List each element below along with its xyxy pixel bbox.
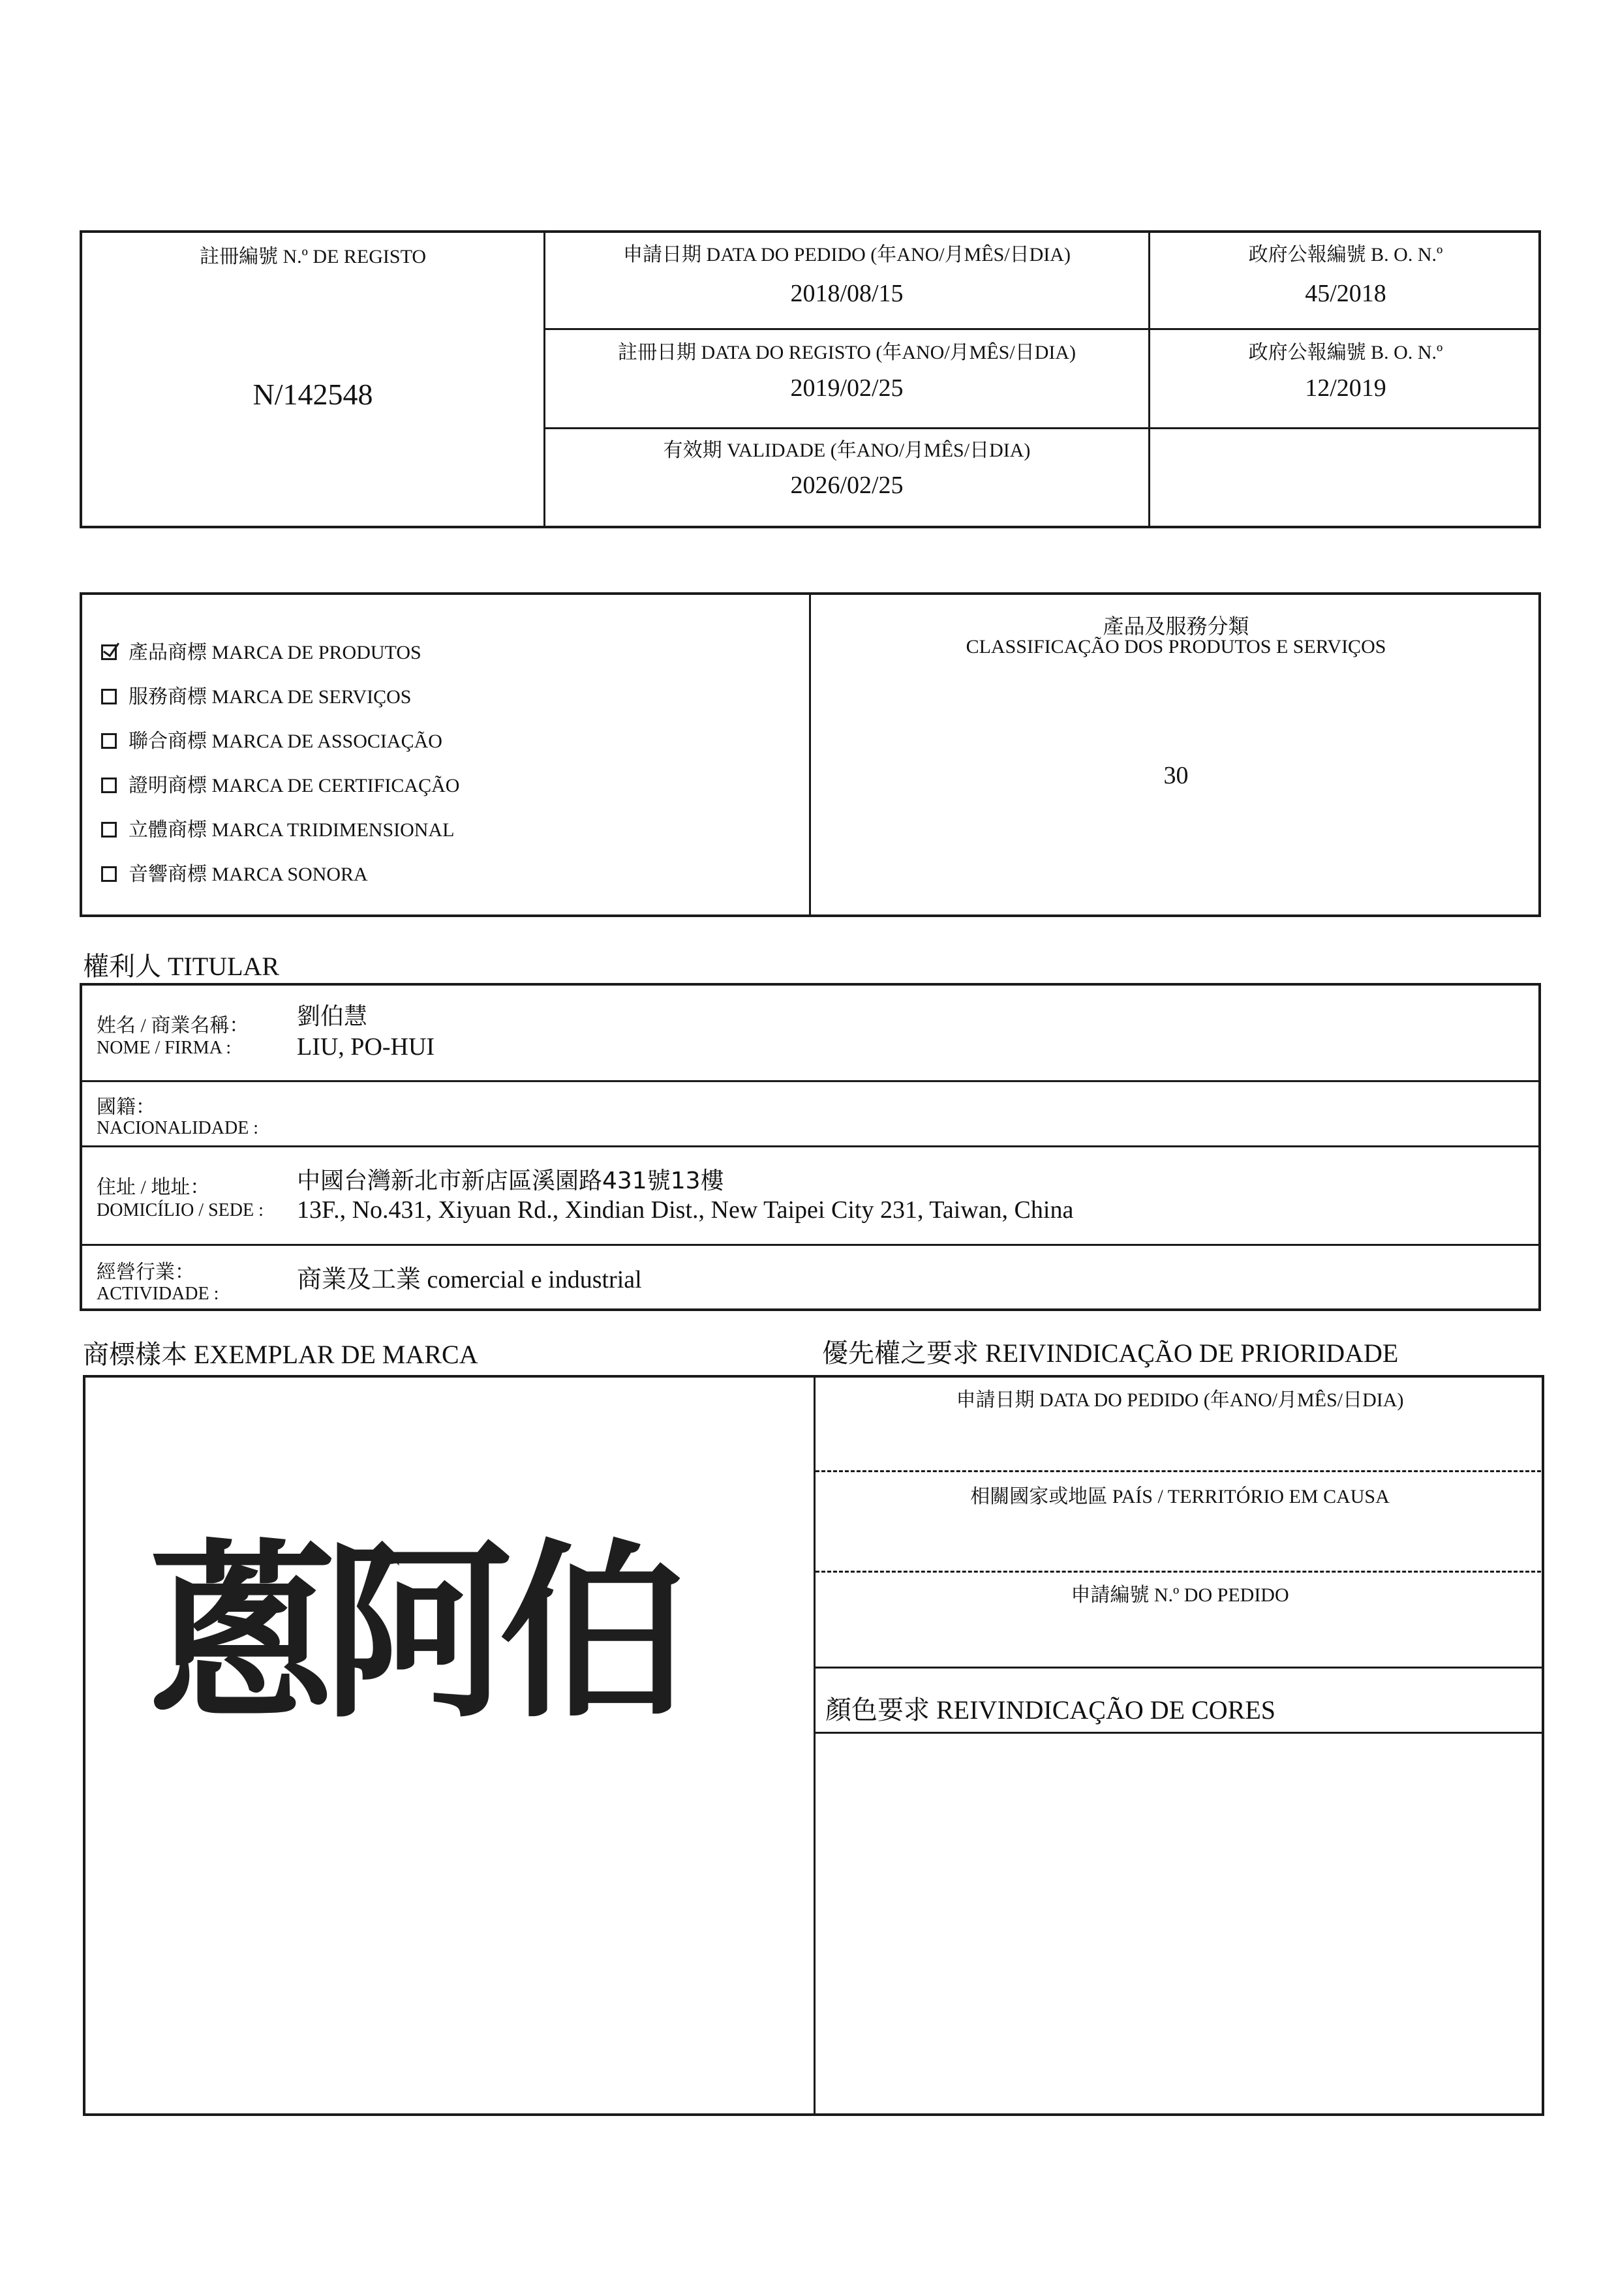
classification-label-pt: CLASSIFICAÇÃO DOS PRODUTOS E SERVIÇOS	[966, 636, 1386, 657]
mark-type-label: 產品商標 MARCA DE PRODUTOS	[129, 642, 421, 663]
checkbox-icon	[101, 778, 117, 793]
divider	[80, 1244, 1541, 1246]
activity-value: 商業及工業 comercial e industrial	[297, 1266, 642, 1293]
priority-date-label: 申請日期 DATA DO PEDIDO (年ANO/月MÊS/日DIA)	[956, 1389, 1404, 1411]
bon-label-2: 政府公報編號 B. O. N.º	[1248, 342, 1443, 363]
filing-date: 2018/08/15	[790, 280, 904, 307]
checkbox-icon	[101, 733, 117, 749]
divider	[543, 427, 1541, 429]
mark-type-association	[101, 725, 442, 753]
checkbox-icon	[101, 822, 117, 838]
checkbox-icon	[101, 689, 117, 704]
address-label-zh: 住址 / 地址：	[97, 1177, 210, 1198]
bon-value-2: 12/2019	[1305, 374, 1386, 402]
holder-name-latin: LIU, PO-HUI	[297, 1033, 435, 1061]
holder-name-zh: 劉伯慧	[297, 1003, 368, 1030]
mark-type-label: 音響商標 MARCA SONORA	[129, 864, 368, 885]
mark-type-service	[101, 680, 412, 709]
priority-number-label: 申請編號 N.º DO PEDIDO	[1071, 1584, 1289, 1606]
name-label-pt: NOME / FIRMA :	[97, 1038, 232, 1058]
address-label-pt: DOMICÍLIO / SEDE :	[97, 1200, 264, 1220]
colors-heading: 顏色要求 REIVINDICAÇÃO DE CORES	[825, 1695, 1275, 1725]
trademark-logo-text: 蔥阿伯	[147, 1524, 675, 1744]
registration-date: 2019/02/25	[790, 374, 904, 402]
name-label-zh: 姓名 / 商業名稱：	[97, 1015, 249, 1036]
mark-type-label: 聯合商標 MARCA DE ASSOCIAÇÃO	[129, 731, 442, 752]
mark-type-label: 證明商標 MARCA DE CERTIFICAÇÃO	[129, 775, 460, 796]
divider	[814, 1732, 1544, 1734]
titular-heading: 權利人 TITULAR	[83, 952, 280, 981]
divider	[80, 1080, 1541, 1082]
mark-type-label: 立體商標 MARCA TRIDIMENSIONAL	[129, 819, 455, 841]
mark-type-label: 服務商標 MARCA DE SERVIÇOS	[129, 686, 412, 708]
divider	[814, 1667, 1544, 1669]
classification-label-zh: 產品及服務分類	[1103, 614, 1249, 638]
priority-country-label: 相關國家或地區 PAÍS / TERRITÓRIO EM CAUSA	[970, 1486, 1390, 1507]
mark-type-3d	[101, 813, 454, 842]
dashed-divider	[816, 1571, 1541, 1573]
divider	[80, 1145, 1541, 1147]
registration-date-label: 註冊日期 DATA DO REGISTO (年ANO/月MÊS/日DIA)	[617, 342, 1076, 363]
checkbox-checked-icon	[101, 644, 117, 660]
nationality-label-zh: 國籍：	[97, 1096, 155, 1118]
dashed-divider	[816, 1470, 1541, 1472]
divider	[543, 328, 1541, 330]
registration-number: N/142548	[252, 378, 373, 411]
bon-value-1: 45/2018	[1305, 280, 1386, 307]
activity-label-pt: ACTIVIDADE :	[97, 1284, 219, 1304]
mark-type-product	[101, 636, 421, 665]
classification-value: 30	[1163, 762, 1189, 789]
trademark-logo	[147, 1524, 786, 1905]
checkbox-icon	[101, 866, 117, 882]
nationality-label-pt: NACIONALIDADE :	[97, 1118, 259, 1138]
validity-date: 2026/02/25	[790, 472, 904, 499]
mark-type-certification	[101, 769, 459, 798]
filing-date-label: 申請日期 DATA DO PEDIDO (年ANO/月MÊS/日DIA)	[623, 244, 1071, 265]
mark-type-sound	[101, 858, 368, 886]
validity-label: 有效期 VALIDADE (年ANO/月MÊS/日DIA)	[663, 440, 1031, 461]
specimen-heading: 商標樣本 EXEMPLAR DE MARCA	[83, 1340, 478, 1369]
address-latin: 13F., No.431, Xiyuan Rd., Xindian Dist., New Taipei City 231, Taiwan, China	[297, 1196, 1074, 1224]
activity-label-zh: 經營行業：	[97, 1261, 194, 1283]
priority-heading: 優先權之要求 REIVINDICAÇÃO DE PRIORIDADE	[822, 1338, 1399, 1368]
address-zh: 中國台灣新北市新店區溪園路431號13樓	[297, 1168, 724, 1194]
bon-label-1: 政府公報編號 B. O. N.º	[1248, 244, 1443, 265]
registration-number-label: 註冊編號 N.º DE REGISTO	[199, 246, 427, 267]
